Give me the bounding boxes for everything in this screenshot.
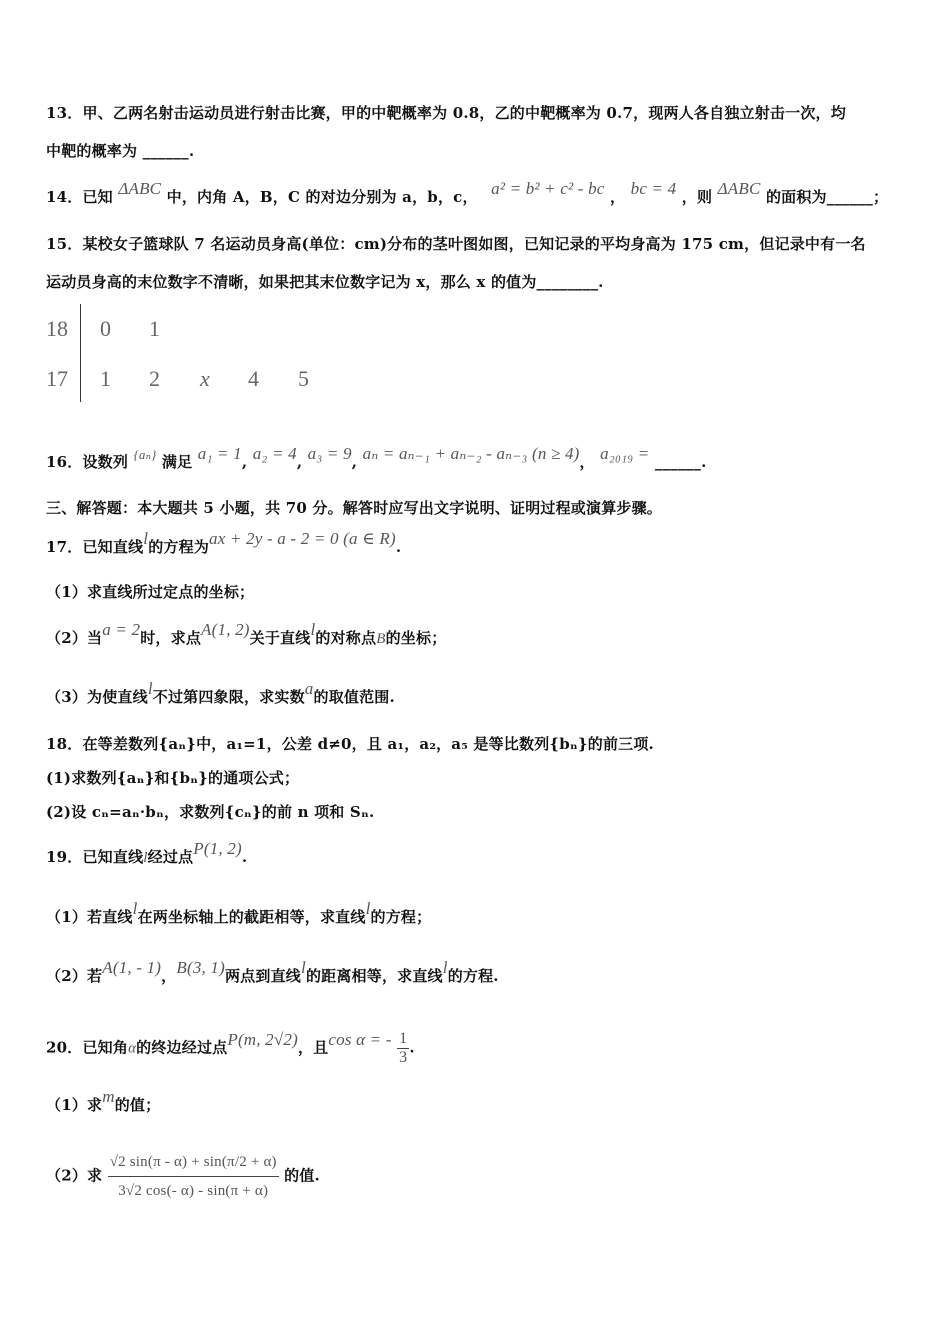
q20-mid: 的终边经过点 (136, 1038, 228, 1057)
q17-head (46, 529, 402, 557)
q18-line3: (2)设 cₙ=aₙ·bₙ，求数列{cₙ}的前 n 项和 Sₙ. (46, 803, 375, 821)
section-3-heading: 三、解答题：本大题共 5 小题，共 70 分。解答时应写出文字说明、证明过程或演算步骤。 (46, 499, 663, 517)
stem-row1: 18 (46, 316, 68, 341)
q14-mid: 中，内角 A，B，C 的对边分别为 a，b，c， (166, 188, 478, 206)
q17-var-a: a (304, 679, 314, 698)
q16-mid: 满足 (161, 453, 193, 471)
q17-part2 (46, 620, 447, 648)
q14-line (46, 179, 889, 207)
q20-big-fraction (108, 1148, 279, 1205)
leaf-r1-1: 1 (149, 316, 160, 341)
leaf-r2-0: 1 (100, 366, 111, 391)
leaf-r2-2: x (200, 366, 210, 391)
q19-dot: . (241, 848, 248, 866)
q19-p2b: 两点到直线 (224, 967, 301, 985)
q15-line2: 运动员身高的末位数字不清晰，如果把其末位数字记为 x，那么 x 的值为________. (46, 273, 604, 291)
q19-p1a: （1）若直线 (46, 908, 133, 926)
q14-prefix: 14．已知 (46, 188, 113, 206)
q16-seq: {aₙ} (133, 447, 157, 462)
q20-dot: . (409, 1038, 415, 1057)
q19-point-B: B(3, 1) (176, 958, 225, 977)
q17-point-A: A(1, 2) (201, 620, 250, 639)
q16-blank: ______. (654, 453, 707, 471)
q17-p3c: 的取值范围. (313, 688, 395, 706)
q16-c1: a₁ = 1 (197, 444, 242, 463)
q17-l-3: l (147, 679, 153, 698)
leaf-r1-0: 0 (100, 316, 111, 341)
q19-p1b: 在两坐标轴上的截距相等，求直线 (137, 908, 366, 926)
q14-eq1: a² = b² + c² - bc (491, 179, 605, 198)
q16-line: 16．设数列 {aₙ} 满足 a₁ = 1, a₂ = 4, a₃ = 9, aₙ = aₙ₋₁ + aₙ₋₂ - aₙ₋₃ (n ≥ 4)， a₂₀₁₉ = ______. (46, 444, 707, 471)
q13-line1: 13．甲、乙两名射击运动员进行射击比赛，甲的中靶概率为 0.8，乙的中靶概率为 0.7，现两人各自独立射击一次，均 (46, 104, 846, 122)
q20-p1b: 的值； (114, 1096, 161, 1114)
q17-p2c: 关于直线 (249, 629, 311, 647)
q14-triangle2: ΔABC (717, 179, 761, 198)
q19-p2a: （2）若 (46, 967, 103, 985)
q17-dot: . (395, 538, 402, 556)
q19-p2c: 的距离相等，求直线 (305, 967, 443, 985)
q17-p2eq: a = 2 (102, 620, 141, 639)
q16-ask: a₂₀₁₉ = (600, 444, 650, 463)
q20-p1a: （1）求 (46, 1096, 103, 1114)
q20-cos: cos α = - (328, 1029, 392, 1049)
q19-part2 (46, 958, 499, 986)
q19-part1 (46, 899, 432, 927)
q17-head-a: 17．已知直线 (46, 538, 144, 556)
q20-big-den: 3√2 cos(- α) - sin(π + α) (108, 1176, 279, 1205)
q17-head-b: 的方程为 (148, 538, 210, 556)
q20-fraction (397, 1030, 409, 1067)
q20-p2a: （2）求 (46, 1166, 103, 1185)
q19-l: l (143, 850, 148, 866)
q20-num: 1 (399, 1030, 408, 1047)
q19-head-a: 19．已知直线 (46, 848, 144, 866)
q19-l-3: l (365, 899, 371, 918)
leaf-r2-4: 5 (298, 366, 309, 391)
q17-l-2: l (310, 620, 316, 639)
q16-prefix: 16．设数列 (46, 453, 129, 471)
q17-part1: （1）求直线所过定点的坐标； (46, 583, 255, 601)
q20-alpha: α (128, 1040, 137, 1057)
q17-point-B: B (376, 631, 386, 647)
q14-then: ，则 (681, 188, 713, 206)
q17-part3 (46, 679, 395, 707)
q20-m: m (102, 1087, 115, 1106)
q20-head-a: 20．已知角 (46, 1038, 129, 1057)
q18-line1: 18．在等差数列{aₙ}中，a₁=1，公差 d≠0，且 a₁，a₂，a₅ 是等比数列{bₙ}的前三项. (46, 735, 654, 753)
q19-head (46, 839, 248, 867)
q17-l: l (143, 529, 149, 548)
q14-suffix: 的面积为______； (765, 188, 889, 206)
q20-den: 3 (399, 1049, 408, 1066)
leaf-r2-1: 2 (149, 366, 160, 391)
q17-eq: ax + 2y - a - 2 = 0 (a ∈ R) (209, 529, 396, 548)
q18-line2: (1)求数列{aₙ}和{bₙ}的通项公式； (46, 769, 300, 787)
q20-part1 (46, 1087, 161, 1115)
q14-triangle: ΔABC (118, 179, 162, 198)
q14-eq2: bc = 4 (630, 179, 677, 198)
q20-and: ，且 (297, 1038, 329, 1057)
q20-point-P: P(m, 2√2) (227, 1029, 298, 1049)
q20-p2b: 的值. (284, 1166, 320, 1185)
q20-head (46, 1030, 415, 1067)
q17-p3a: （3）为使直线 (46, 688, 148, 706)
q14-comma: ， (609, 188, 626, 206)
q15-line1: 15．某校女子篮球队 7 名运动员身高(单位：cm)分布的茎叶图如图，已知记录的平均身高为 175 cm，但记录中有一名 (46, 235, 866, 253)
q17-p2e: 的坐标； (385, 629, 447, 647)
q19-l-4: l (301, 958, 306, 977)
q17-p2a: （2）当 (46, 629, 103, 647)
q16-c2: a₂ = 4 (252, 444, 297, 463)
q17-p3b: 不过第四象限，求实数 (152, 688, 305, 706)
q19-head-b: 经过点 (147, 848, 194, 866)
q20-big-num: √2 sin(π - α) + sin(π/2 + α) (109, 1154, 277, 1170)
q19-p1c: 的方程； (370, 908, 432, 926)
q17-p2b: 时，求点 (140, 629, 202, 647)
q16-c3: a₃ = 9 (307, 444, 352, 463)
q19-l-5: l (442, 958, 448, 977)
q19-p2d: 的方程. (447, 967, 499, 985)
q13-line2: 中靶的概率为 ______. (46, 142, 195, 160)
stem-row2: 17 (46, 366, 68, 391)
q20-part2 (46, 1148, 320, 1205)
leaf-r2-3: 4 (248, 366, 259, 391)
q19-comma: ， (161, 967, 177, 985)
q19-point-A: A(1, - 1) (102, 958, 162, 977)
q19-point-P: P(1, 2) (193, 839, 242, 858)
stem-divider (80, 304, 81, 402)
q16-recurrence: aₙ = aₙ₋₁ + aₙ₋₂ - aₙ₋₃ (n ≥ 4) (362, 444, 580, 463)
q19-l-2: l (132, 899, 138, 918)
q17-p2d: 的对称点 (315, 629, 377, 647)
